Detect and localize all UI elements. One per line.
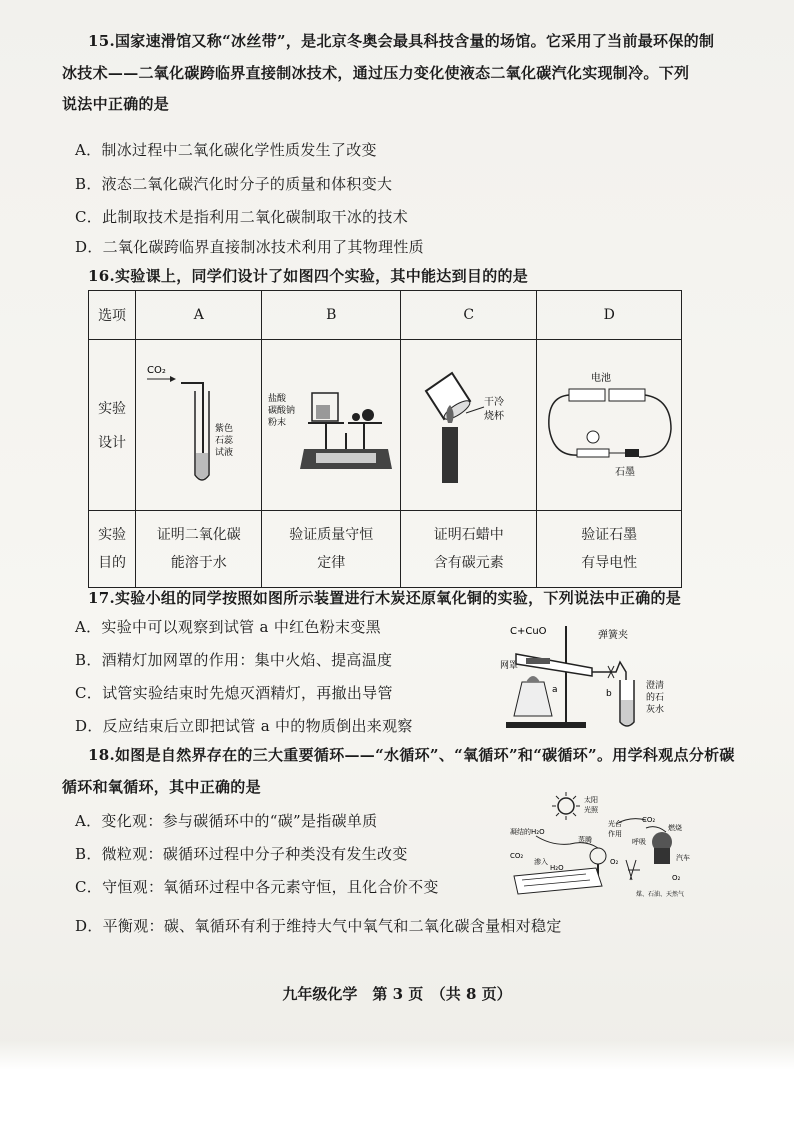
q15-stem-line3: 说法中正确的是 (62, 95, 170, 113)
q17-option-b: B．酒精灯加网罩的作用：集中火焰、提高温度 (75, 651, 393, 669)
figure-c-cell (401, 340, 537, 511)
q17-clamp-label: 弹簧夹 (598, 630, 628, 641)
q18-co2-left-label: CO₂ (510, 852, 524, 860)
figure-a-gas-label: CO₂ (146, 365, 166, 376)
figure-a-cell (136, 340, 262, 511)
paper-edge (0, 1040, 794, 1070)
q17-mesh-label: 网罩 (500, 661, 519, 671)
q18-stem-line1: 18.如图是自然界存在的三大重要循环——“水循环”、“氧循环”和“碳循环”。用学科观点分析碳 (88, 746, 735, 764)
q16-stem: 16.实验课上，同学们设计了如图四个实验，其中能达到目的的是 (88, 267, 529, 285)
purpose-label-1: 实验 (98, 527, 127, 543)
q18-option-d: D．平衡观：碳、氧循环有利于维持大气中氧气和二氧化碳含量相对稳定 (75, 917, 562, 935)
experiment-table (88, 290, 682, 588)
purpose-b (262, 511, 401, 588)
q18-ice-label: 凝结的H₂O (510, 828, 545, 836)
figure-b-cell (262, 340, 401, 511)
q18-evap-label: 蒸腾 (578, 836, 592, 844)
purpose-a (136, 511, 262, 588)
q17-tube-b-label: b (606, 689, 612, 699)
figure-d-cell (537, 340, 682, 511)
figure-a-co2-test-tube (139, 353, 259, 493)
q17-apparatus-figure (496, 622, 686, 732)
purpose-label-2: 目的 (98, 555, 127, 571)
figure-b-label-3: 粉末 (268, 418, 287, 428)
design-label-1: 实验 (98, 401, 127, 417)
q18-fuel-label: 煤、石油、天然气 (636, 891, 685, 898)
q17-stem: 17.实验小组的同学按照如图所示装置进行木炭还原氧化铜的实验，下列说法中正确的是 (88, 589, 682, 607)
purpose-b-line2: 定律 (317, 555, 346, 571)
design-label-2: 设计 (98, 435, 127, 451)
purpose-d-line2: 有导电性 (581, 555, 638, 571)
q15-option-a: A．制冰过程中二氧化碳化学性质发生了改变 (75, 141, 377, 159)
purpose-a-line2: 能溶于水 (170, 555, 227, 571)
q18-co2-label: CO₂ (642, 816, 656, 824)
q18-cycle-figure (506, 790, 694, 902)
q18-o2-right-label: O₂ (672, 874, 681, 882)
q17-option-d: D．反应结束后立即把试管 a 中的物质倒出来观察 (75, 717, 413, 735)
q17-option-a: A．实验中可以观察到试管 a 中红色粉末变黑 (75, 618, 381, 636)
q18-breath-label: 呼吸 (632, 838, 646, 846)
q15-stem-line2: 冰技术——二氧化碳跨临界直接制冰技术，通过压力变化使液态二氧化碳汽化实现制冷。下列 (62, 64, 690, 82)
q18-sun-label-2: 光照 (584, 806, 598, 814)
figure-c-candle-beaker (404, 353, 534, 493)
figure-b-label-2: 碳酸钠 (268, 406, 296, 416)
design-label-cell (89, 340, 136, 511)
purpose-d (537, 511, 682, 588)
purpose-c-line1: 证明石蜡中 (433, 527, 504, 543)
q17-water-label-1: 澄清 (646, 681, 665, 691)
table-header-b: B (262, 291, 401, 340)
q18-option-a: A．变化观：参与碳循环中的“碳”是指碳单质 (75, 812, 378, 830)
figure-a-label-3: 试液 (214, 448, 233, 458)
figure-d-battery-label: 电池 (591, 373, 612, 384)
purpose-b-line1: 验证质量守恒 (289, 527, 374, 543)
table-header-a: A (136, 291, 262, 340)
purpose-c (401, 511, 537, 588)
q17-water-label-3: 灰水 (646, 705, 665, 715)
q17-option-c: C．试管实验结束时先熄灭酒精灯，再撤出导管 (75, 684, 393, 702)
table-header-option: 选项 (89, 291, 136, 340)
q18-seep-label: 渗入 (534, 858, 548, 866)
q15-option-c: C．此制取技术是指利用二氧化碳制取干冰的技术 (75, 208, 409, 226)
q18-option-c: C．守恒观：氧循环过程中各元素守恒，且化合价不变 (75, 878, 439, 896)
q18-sun-label-1: 太阳 (584, 796, 598, 804)
page-footer: 九年级化学 第 3 页 （共 8 页） (282, 985, 512, 1003)
purpose-d-line1: 验证石墨 (581, 527, 638, 543)
q15-option-d: D．二氧化碳跨临界直接制冰技术利用了其物理性质 (75, 238, 424, 256)
figure-d-circuit (539, 353, 679, 493)
q15-stem-line1: 15.国家速滑馆又称“冰丝带”，是北京冬奥会最具科技含量的场馆。它采用了当前最环保的制 (88, 32, 715, 50)
figure-a-label-2: 石蕊 (214, 436, 233, 446)
q18-photo-label-1: 光合 (608, 820, 622, 828)
table-header-c: C (401, 291, 537, 340)
q18-stem-line2: 循环和氧循环，其中正确的是 (62, 778, 261, 796)
q17-water-label-2: 的石 (646, 693, 665, 703)
figure-b-label-1: 盐酸 (268, 394, 287, 404)
table-header-d: D (537, 291, 682, 340)
figure-d-graphite-label: 石墨 (615, 467, 636, 478)
figure-b-balance (264, 353, 398, 493)
figure-a-label-1: 紫色 (214, 424, 233, 434)
q18-car-label: 汽车 (676, 854, 690, 862)
q17-tube-a-label: a (552, 685, 558, 695)
figure-c-label-1: 干冷 (483, 397, 504, 408)
purpose-a-line1: 证明二氧化碳 (156, 527, 241, 543)
q17-reactant-label: C+CuO (510, 626, 547, 637)
q18-option-b: B．微粒观：碳循环过程中分子种类没有发生改变 (75, 845, 408, 863)
purpose-c-line2: 含有碳元素 (433, 555, 504, 571)
purpose-label-cell (89, 511, 136, 588)
figure-c-label-2: 烧杯 (483, 411, 504, 422)
q18-photo-label-2: 作用 (608, 830, 622, 838)
q15-option-b: B．液态二氧化碳汽化时分子的质量和体积变大 (75, 175, 393, 193)
q18-o2-label: O₂ (610, 858, 619, 866)
q18-h2o-label: H₂O (550, 864, 564, 872)
q18-burn-label: 燃烧 (668, 824, 682, 832)
